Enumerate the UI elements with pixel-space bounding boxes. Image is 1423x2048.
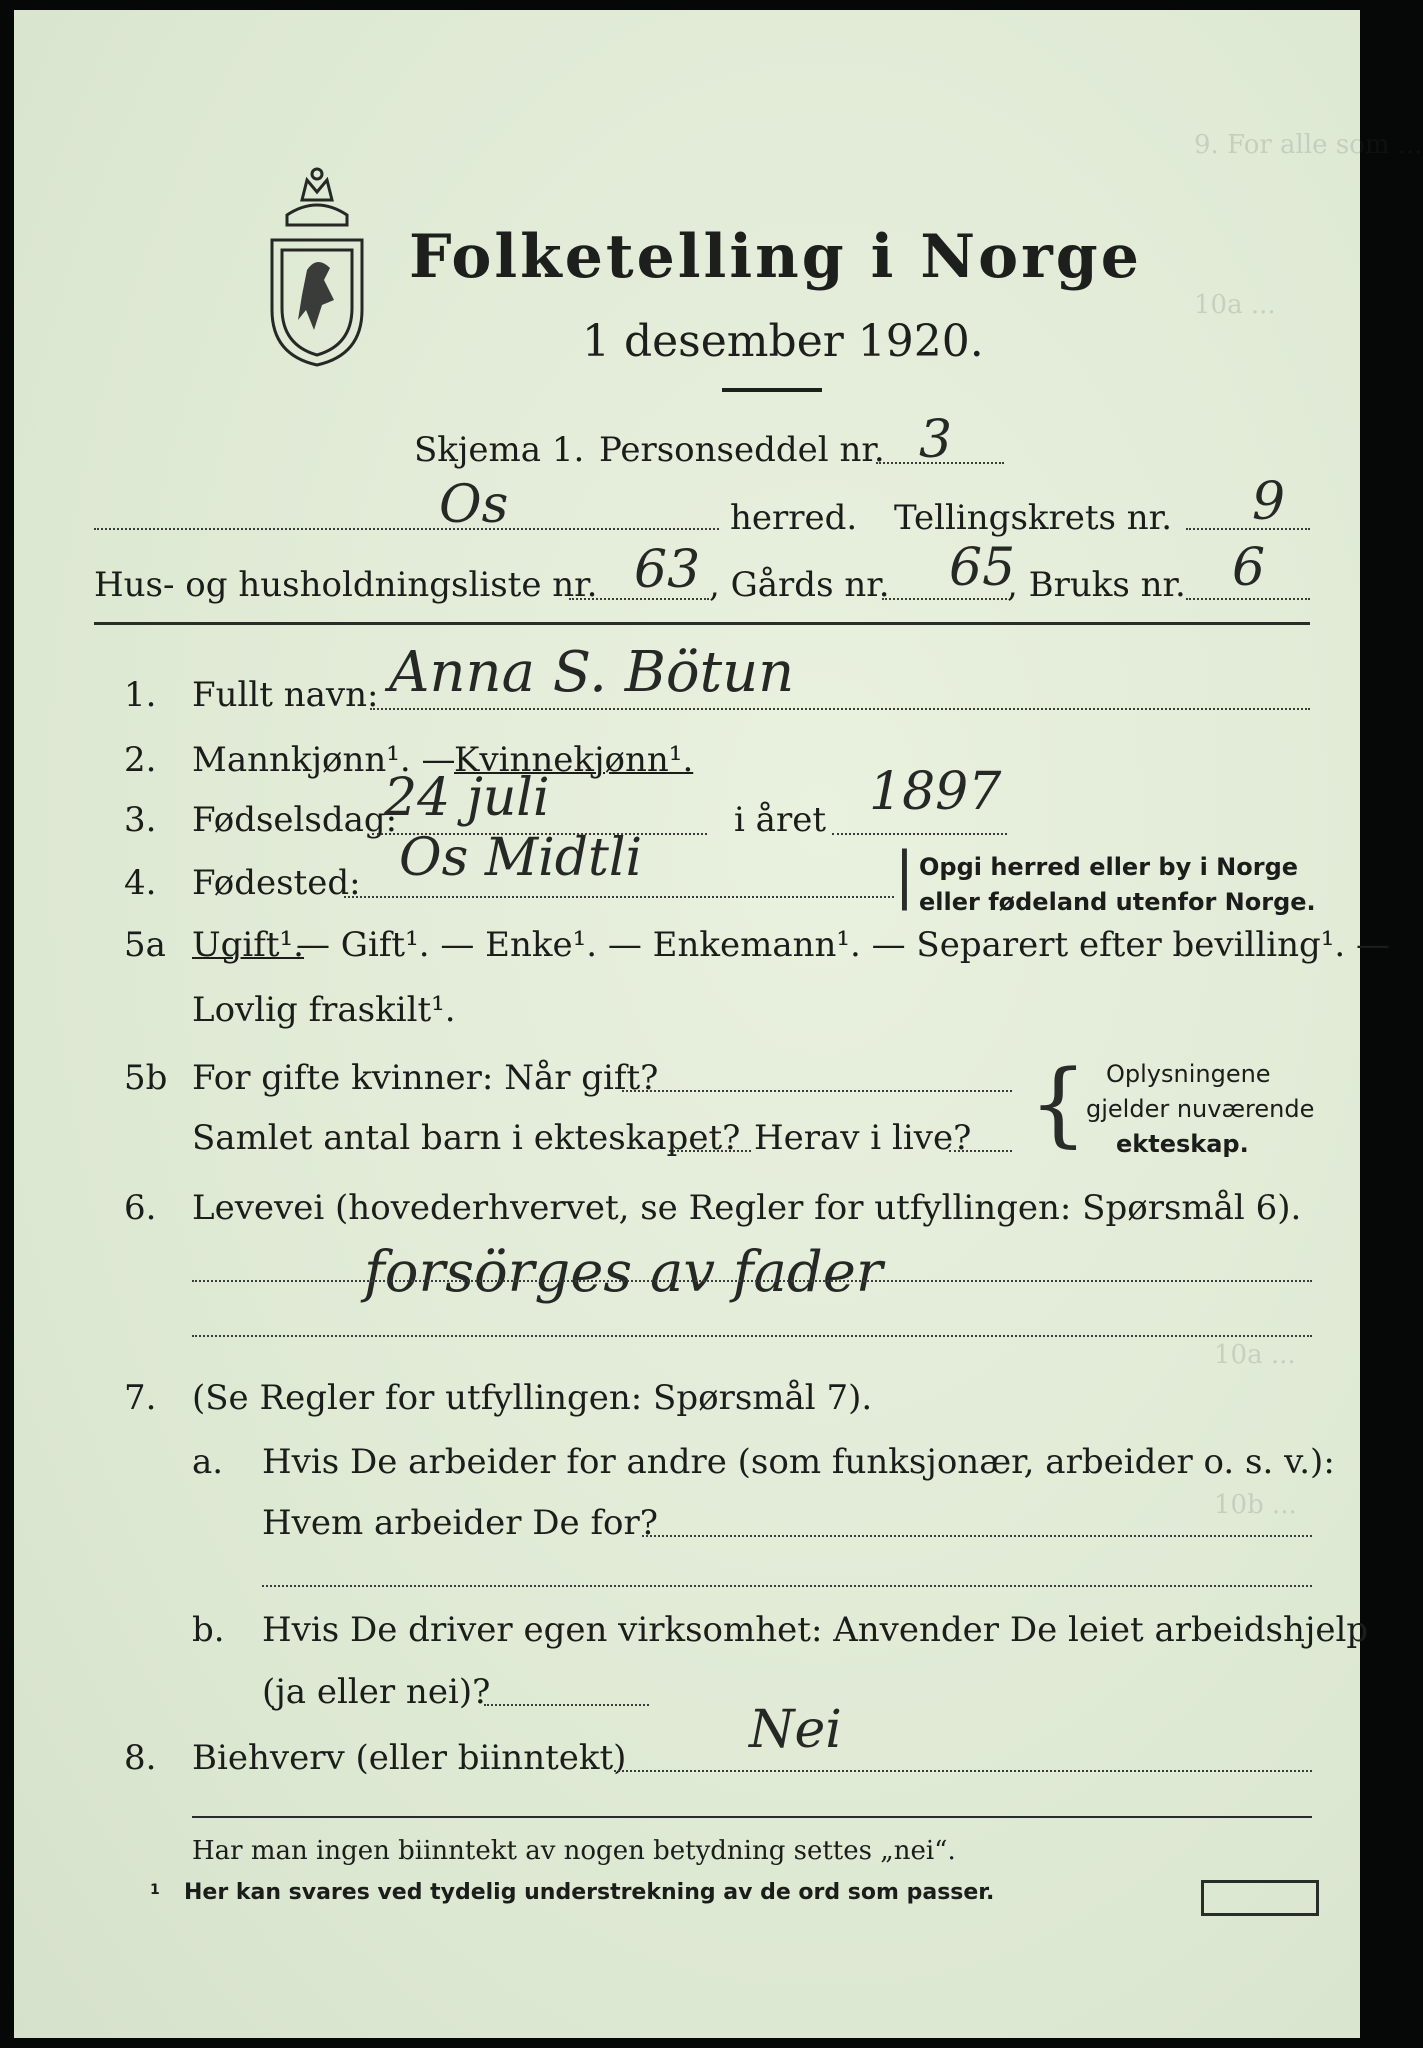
q7a-extra-field-line [262,1585,1312,1587]
q7b-yesno-label: (ja eller nei)? [262,1672,491,1712]
q5a-number: 5a [124,925,166,965]
tellingskrets-field-line [1186,528,1310,530]
gards-label: , Gårds nr. [709,565,890,605]
q4-number: 4. [124,863,157,903]
tellingskrets-label: Tellingskrets nr. [894,498,1173,538]
q7-number: 7. [124,1378,157,1418]
q2-female-option[interactable]: Kvinnekjønn¹. [454,740,694,780]
coat-of-arms-icon [262,160,372,370]
husliste-value[interactable]: 63 [634,540,701,600]
q5b-note-line3: ekteskap. [1116,1130,1249,1158]
q5b-label: For gifte kvinner: Når gift? [192,1058,659,1098]
bruks-field-line [1186,598,1310,600]
herred-label: herred. [730,498,858,538]
q7b-letter: b. [192,1610,225,1650]
q8-label: Biehverv (eller biinntekt) [192,1738,627,1778]
gards-value[interactable]: 65 [949,538,1016,598]
q4-field-line [344,896,894,898]
q5b-married-field-line [622,1090,1012,1092]
q8-field-line [614,1770,1312,1772]
q7a-label: Hvis De arbeider for andre (som funksjonær, arbeider o. s. v.): [262,1442,1335,1482]
footnote-mark: 1 [150,1882,160,1898]
q3-year-label: i året [734,800,826,840]
q7a-employer-label: Hvem arbeider De for? [262,1503,658,1543]
herred-value[interactable]: Os [439,475,509,535]
q7b-field-line [484,1704,649,1706]
q3-number: 3. [124,800,157,840]
q8-side-income-value[interactable]: Nei [749,1700,842,1760]
q5a-lovlig-fraskilt[interactable]: Lovlig fraskilt¹. [192,990,456,1030]
personseddel-value[interactable]: 3 [919,410,953,470]
husliste-label: Hus- og husholdningsliste nr. [94,565,598,605]
footer-note: Har man ingen biinntekt av nogen betydning settes „nei“. [192,1836,956,1866]
census-date: 1 desember 1920. [582,316,984,367]
q4-birthplace-value[interactable]: Os Midtli [399,828,643,888]
tellingskrets-value[interactable]: 9 [1252,472,1286,532]
bruks-label: , Bruks nr. [1007,565,1186,605]
q5b-note-line2: gjelder nuværende [1086,1095,1315,1123]
q1-label: Fullt navn: [192,675,379,715]
personseddel-label: Personseddel nr. [599,430,885,470]
q5b-children-label: Samlet antal barn i ekteskapet? [192,1118,741,1158]
title-divider [722,388,822,392]
bruks-value[interactable]: 6 [1232,538,1266,598]
q4-label: Fødested: [192,863,361,903]
q5b-alive-field-line [949,1150,1012,1152]
q6-occupation-value[interactable]: forsörges av fader [364,1240,883,1305]
q5b-children-field-line [669,1150,751,1152]
q3-year-value[interactable]: 1897 [869,762,1002,822]
footer-separator [192,1816,1312,1818]
q6-field-line1 [192,1280,1312,1282]
q7-label: (Se Regler for utfyllingen: Spørsmål 7). [192,1378,873,1418]
q5a-ugift-option[interactable]: Ugift¹. [192,925,304,965]
q3-label: Fødselsdag: [192,800,398,840]
printer-stamp [1201,1880,1319,1916]
census-form-page: 9. For alle som ... 10a ... 10a ... 10b ... Folketelling i Norge 1 desember 1920. Skjema 1. Personseddel nr. 3 Os herred. Tellingskrets nr. 9 Hus- og husholdningsliste nr. 63 , Gårds nr. 65 , Bruks nr. 6 1. Fullt navn: Anna S. Bötun 2. Mannkjønn¹. — Kvinnekjønn¹. 3. Fødselsdag: 24 juli i året 1897 4. Fødested: Os Midtli | Opgi herred eller by i Norge eller fødeland utenfor Norge. 5a Ugift¹. — Gift¹. — Enke¹. — Enkemann¹. — Separert efter bevilling¹. — Lovlig fraskilt¹. 5b For gifte kvinner: Når gift? Samlet antal barn i ekteskapet? Herav i live? { Oplysningene gjelder nuværende ekteskap. 6. Levevei (hovederhvervet, se Regler for utfyllingen: Spørsmål 6). forsörges av fader 7. (Se Regler for utfyllingen: Spørsmål 7). a. Hvis De arbeider for andre (som funksjonær, arbeider o. s. v.): Hvem arbeider De for? b. Hvis De driver egen virksomhet: Anvender De leiet arbeidshjelp (ja eller nei)? 8. Biehverv (eller biinntekt) Nei Har man ingen biinntekt av nogen betydning settes „nei“. 1 Her kan svares ved tydelig understrekning av de ord som passer. [14,10,1360,2038]
q5b-alive-label: Herav i live? [754,1118,972,1158]
form-title: Folketelling i Norge [409,222,1142,292]
q4-note-line1: Opgi herred eller by i Norge [919,853,1299,881]
q5b-note-line1: Oplysningene [1106,1060,1271,1088]
herred-field-line [94,528,719,530]
schema-label: Skjema 1. [414,430,585,470]
q5b-bracket: { [1029,1050,1088,1157]
q5b-number: 5b [124,1058,168,1098]
q3-year-field-line [832,833,1007,835]
q6-number: 6. [124,1188,157,1228]
q1-number: 1. [124,675,157,715]
q6-field-line2 [192,1335,1312,1337]
q4-note-line2: eller fødeland utenfor Norge. [919,888,1316,916]
footnote-text: Her kan svares ved tydelig understrekning av de ord som passer. [184,1880,995,1905]
q5a-other-options: — Gift¹. — Enke¹. — Enkemann¹. — Separert efter bevilling¹. — [296,925,1391,965]
gards-field-line [882,598,1007,600]
q8-number: 8. [124,1738,157,1778]
q7b-label: Hvis De driver egen virksomhet: Anvender De leiet arbeidshjelp [262,1610,1369,1650]
q7a-employer-field-line [642,1535,1312,1537]
q2-male-option[interactable]: Mannkjønn¹. — [192,740,456,780]
header-separator [94,622,1310,625]
q4-bracket: | [894,838,915,911]
q1-full-name-value[interactable]: Anna S. Bötun [389,640,795,705]
q7a-letter: a. [192,1442,224,1482]
q1-field-line [370,708,1310,710]
q2-number: 2. [124,740,157,780]
q6-label: Levevei (hovederhvervet, se Regler for utfyllingen: Spørsmål 6). [192,1188,1302,1228]
q3-birthdate-value[interactable]: 24 juli [384,768,550,828]
